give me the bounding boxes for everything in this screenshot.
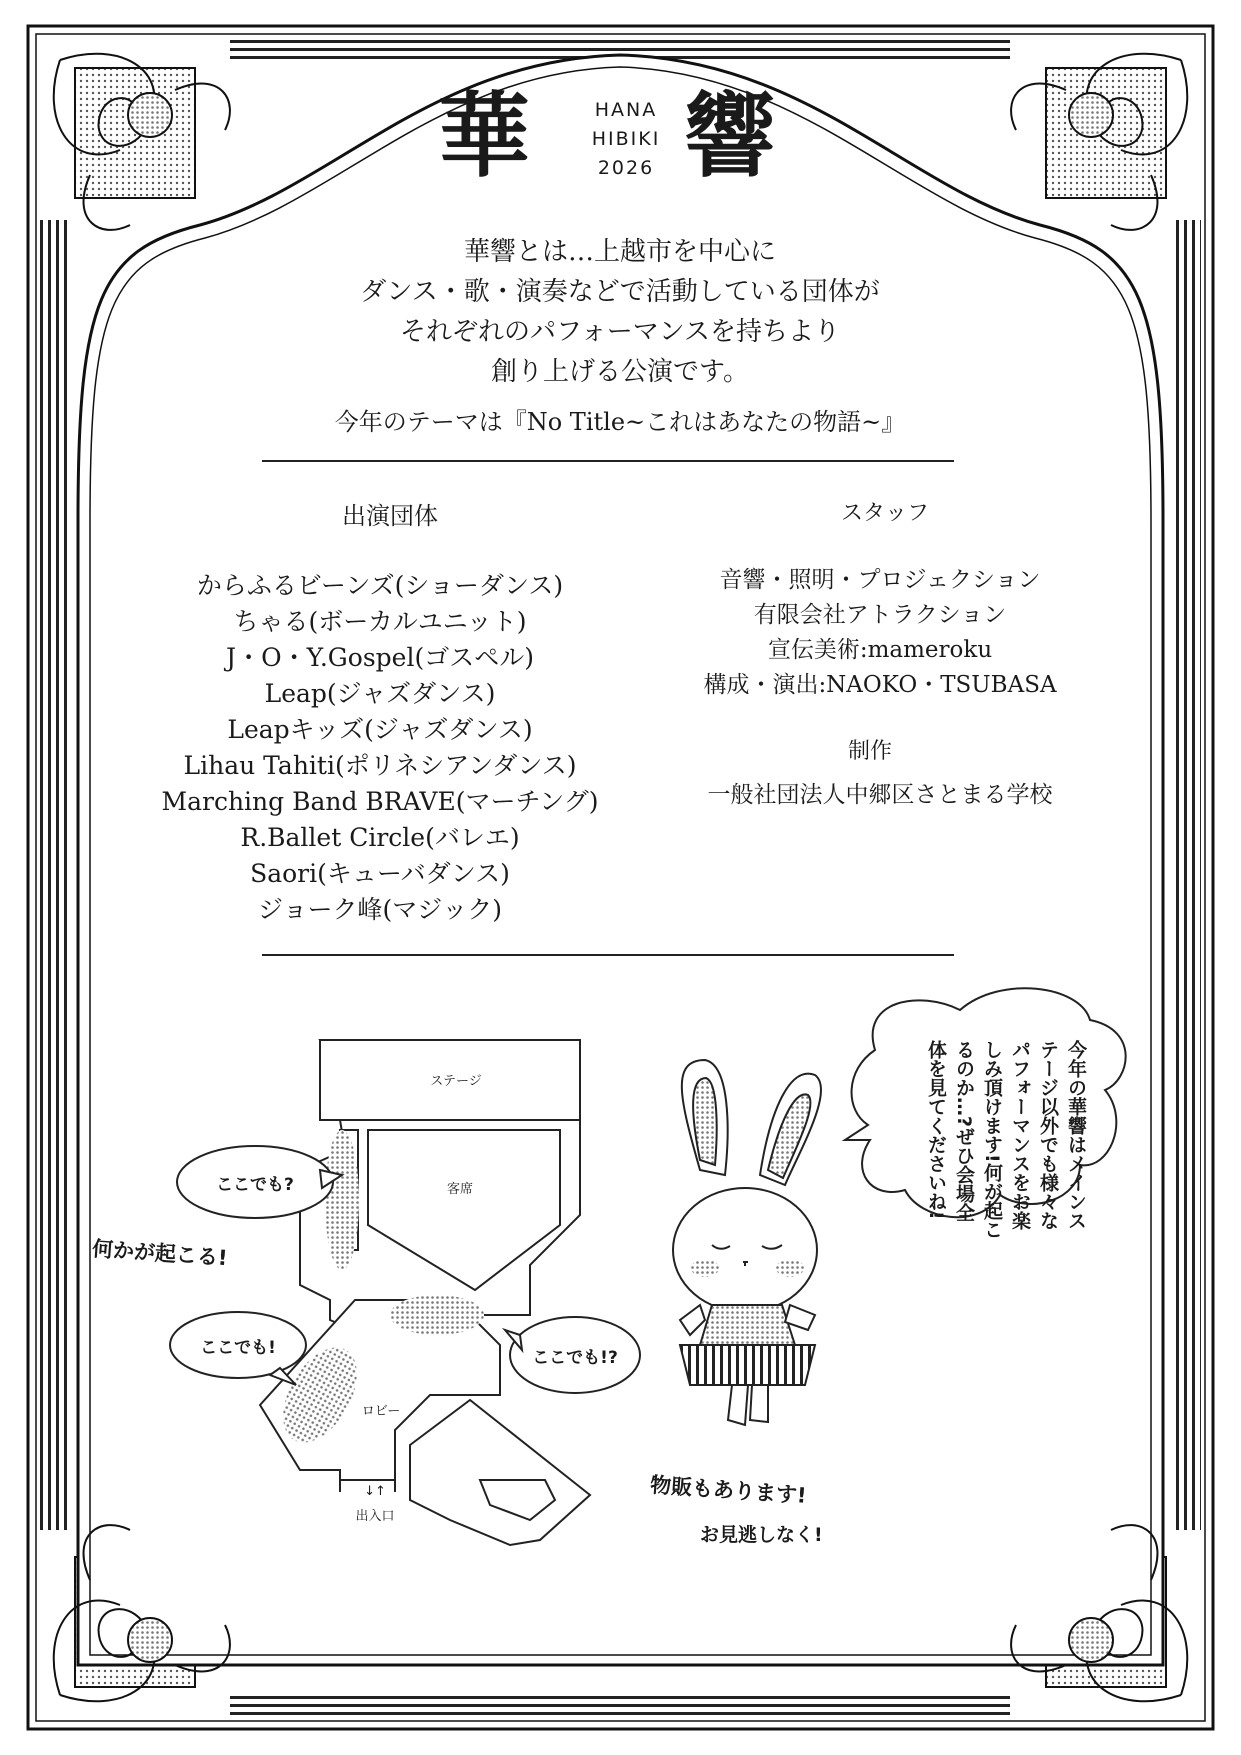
- staff-list: [620, 563, 1140, 703]
- slogan-dont-miss: お見逃しなく!: [700, 1524, 823, 1546]
- performer-item: Marching Band BRAVE(マーチング): [161, 787, 599, 816]
- production-heading: 制作: [847, 739, 892, 764]
- staff-item: 宣伝美術:mameroku: [767, 637, 993, 663]
- speech-text: 今年の華響はメインステージ以外でも様々なパフォーマンスをお楽しみ頂けます!何が起こるのか…?ぜひ会場全体を見てくださいね!: [925, 1040, 1087, 1239]
- title-kanji-hibiki: 響: [684, 82, 777, 190]
- title-kanji-hana: 華: [438, 82, 531, 190]
- staff-heading: スタッフ: [840, 501, 929, 526]
- title-roman-line-3: 2026: [597, 157, 655, 179]
- intro-line: それぞれのパフォーマンスを持ちより: [400, 317, 840, 347]
- intro-line: 創り上げる公演です。: [491, 357, 749, 387]
- performers-list: [110, 568, 650, 928]
- entrance-label: 出入口: [355, 1509, 395, 1524]
- performer-item: R.Ballet Circle(バレエ): [240, 823, 520, 852]
- slogan-merch: 物販もあります!: [649, 1472, 808, 1508]
- slogan-something-happens: 何かが起こる!: [91, 1236, 229, 1271]
- theme-line: 今年のテーマは『No Title~これはあなたの物語~』: [334, 408, 906, 436]
- performer-item: Leapキッズ(ジャズダンス): [227, 715, 533, 744]
- title-roman-line-1: HANA: [594, 99, 658, 121]
- production-org: 一般社団法人中郷区さとまる学校: [707, 782, 1053, 808]
- performer-item: Leap(ジャズダンス): [264, 679, 496, 708]
- staff-item: 音響・照明・プロジェクション: [719, 567, 1041, 593]
- bubble-label: ここでも?: [216, 1175, 294, 1195]
- intro-line: ダンス・歌・演奏などで活動している団体が: [360, 277, 880, 307]
- title-roman-line-2: HIBIKI: [591, 128, 661, 150]
- bubble-label: ここでも!?: [532, 1348, 618, 1368]
- title-roman: [570, 96, 682, 183]
- bubble-label: ここでも!: [200, 1338, 276, 1358]
- intro-text: [240, 232, 1000, 392]
- performer-item: J・O・Y.Gospel(ゴスペル): [226, 643, 534, 672]
- performer-item: ちゃる(ボーカルユニット): [233, 607, 527, 636]
- highlight-corridor: [390, 1295, 484, 1335]
- intro-line: 華響とは…上越市を中心に: [463, 237, 776, 267]
- performer-item: からふるビーンズ(ショーダンス): [196, 571, 564, 600]
- staff-item: 構成・演出:NAOKO・TSUBASA: [703, 672, 1057, 698]
- seats-label: 客席: [446, 1182, 473, 1197]
- highlight-side-aisle: [325, 1130, 359, 1270]
- performer-item: Lihau Tahiti(ポリネシアンダンス): [183, 751, 577, 780]
- stage-label: ステージ: [430, 1074, 482, 1089]
- staff-item: 有限会社アトラクション: [753, 602, 1007, 628]
- performer-item: Saori(キューバダンス): [250, 859, 510, 888]
- performer-item: ジョーク峰(マジック): [257, 895, 502, 924]
- performers-heading: 出演団体: [342, 502, 438, 530]
- entrance-arrows: ↓↑: [364, 1484, 386, 1499]
- lobby-label: ロビー: [361, 1404, 401, 1419]
